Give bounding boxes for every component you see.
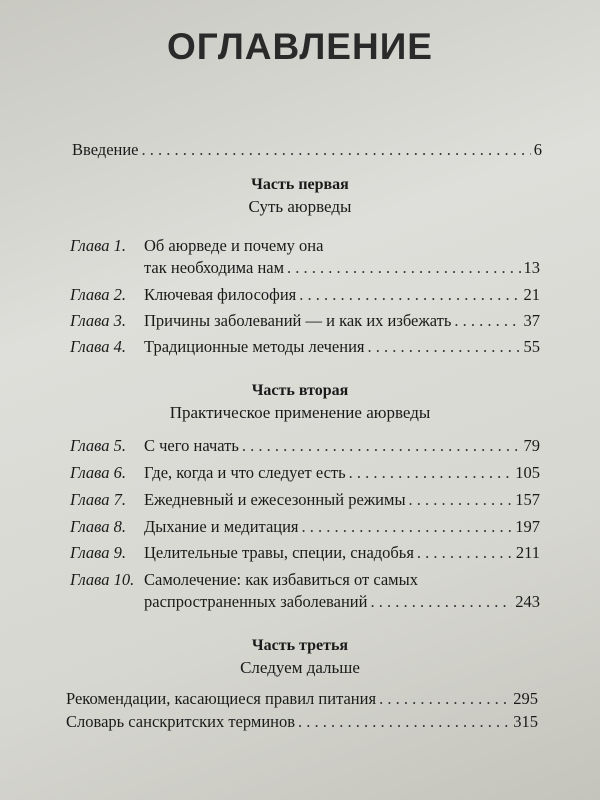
chapter-label: Глава 3. bbox=[70, 311, 126, 330]
toc-entry bbox=[70, 285, 540, 305]
chapter-label: Глава 5. bbox=[70, 436, 126, 455]
toc-page-number: 295 bbox=[513, 689, 538, 708]
part-subtitle: Суть аюрведы bbox=[248, 197, 352, 216]
toc-entry bbox=[70, 543, 540, 563]
leader-dots bbox=[417, 543, 513, 563]
toc-page-number: 157 bbox=[515, 490, 540, 509]
leader-dots bbox=[370, 592, 512, 612]
chapter-title: Целительные травы, специи, снадобья bbox=[144, 543, 414, 562]
chapter-label: Глава 2. bbox=[70, 285, 126, 304]
toc-entry bbox=[70, 517, 540, 537]
toc-entry-text: Введение bbox=[72, 140, 139, 159]
chapter-label: Глава 1. bbox=[70, 236, 126, 255]
toc-entry-intro bbox=[72, 140, 542, 160]
chapter-label: Глава 7. bbox=[70, 490, 126, 509]
chapter-title: Ежедневный и ежесезонный режимы bbox=[144, 490, 406, 509]
chapter-title: Традиционные методы лечения bbox=[144, 337, 365, 356]
toc-entry bbox=[70, 337, 540, 357]
part-heading: Часть первая bbox=[251, 176, 349, 193]
leader-dots bbox=[302, 517, 513, 537]
toc-page-number: 37 bbox=[523, 311, 540, 330]
chapter-title: распространенных заболеваний bbox=[144, 592, 368, 611]
toc-chapter-first-line bbox=[70, 570, 418, 590]
toc-page-number: 197 bbox=[515, 517, 540, 536]
leader-dots bbox=[298, 712, 510, 732]
toc-entry bbox=[144, 258, 540, 278]
chapter-title-line1: Самолечение: как избавиться от самых bbox=[144, 570, 418, 589]
toc-page-number: 79 bbox=[523, 436, 540, 455]
chapter-label: Глава 8. bbox=[70, 517, 126, 536]
leader-dots bbox=[368, 337, 521, 357]
chapter-title: Причины заболеваний — и как их избежать bbox=[144, 311, 452, 330]
toc-page-number: 211 bbox=[515, 543, 540, 562]
toc-entry bbox=[66, 689, 538, 709]
toc-entry bbox=[144, 592, 540, 612]
chapter-label: Глава 10. bbox=[70, 570, 135, 589]
chapter-title: Ключевая философия bbox=[144, 285, 297, 304]
leader-dots bbox=[242, 436, 521, 456]
toc-entry bbox=[70, 463, 540, 483]
chapter-title: Дыхание и медитация bbox=[144, 517, 299, 536]
leader-dots bbox=[142, 140, 531, 160]
toc-page-number: 243 bbox=[515, 592, 540, 611]
toc-chapter-first-line bbox=[70, 236, 323, 256]
page-title: ОГЛАВЛЕНИЕ bbox=[167, 26, 433, 67]
part-subtitle: Следуем дальше bbox=[240, 658, 360, 677]
toc-entry bbox=[70, 490, 540, 510]
part-heading: Часть вторая bbox=[251, 382, 349, 399]
chapter-title: Где, когда и что следует есть bbox=[144, 463, 346, 482]
part-subtitle: Практическое применение аюрведы bbox=[169, 403, 431, 422]
chapter-label: Глава 9. bbox=[70, 543, 126, 562]
toc-page-number: 105 bbox=[515, 463, 540, 482]
chapter-title-line1: Об аюрведе и почему она bbox=[144, 236, 324, 255]
leader-dots bbox=[454, 311, 520, 331]
toc-entry bbox=[70, 311, 540, 331]
toc-page-number: 13 bbox=[523, 258, 540, 277]
entry-title: Словарь санскритских терминов bbox=[66, 712, 296, 731]
chapter-title: С чего начать bbox=[144, 436, 239, 455]
toc-page-number: 21 bbox=[523, 285, 540, 304]
part-heading: Часть третья bbox=[251, 637, 349, 654]
leader-dots bbox=[299, 285, 520, 305]
toc-entry bbox=[66, 712, 538, 732]
leader-dots bbox=[349, 463, 513, 483]
toc-page-number: 315 bbox=[513, 712, 538, 731]
entry-title: Рекомендации, касающиеся правил питания bbox=[66, 689, 377, 708]
chapter-label: Глава 4. bbox=[70, 337, 126, 356]
chapter-label: Глава 6. bbox=[70, 463, 126, 482]
toc-entry bbox=[70, 436, 540, 456]
leader-dots bbox=[379, 689, 510, 709]
toc-page-number: 55 bbox=[523, 337, 540, 356]
toc-page-number: 6 bbox=[533, 140, 542, 159]
leader-dots bbox=[409, 490, 513, 510]
chapter-title: так необходима нам bbox=[144, 258, 285, 277]
leader-dots bbox=[287, 258, 520, 278]
